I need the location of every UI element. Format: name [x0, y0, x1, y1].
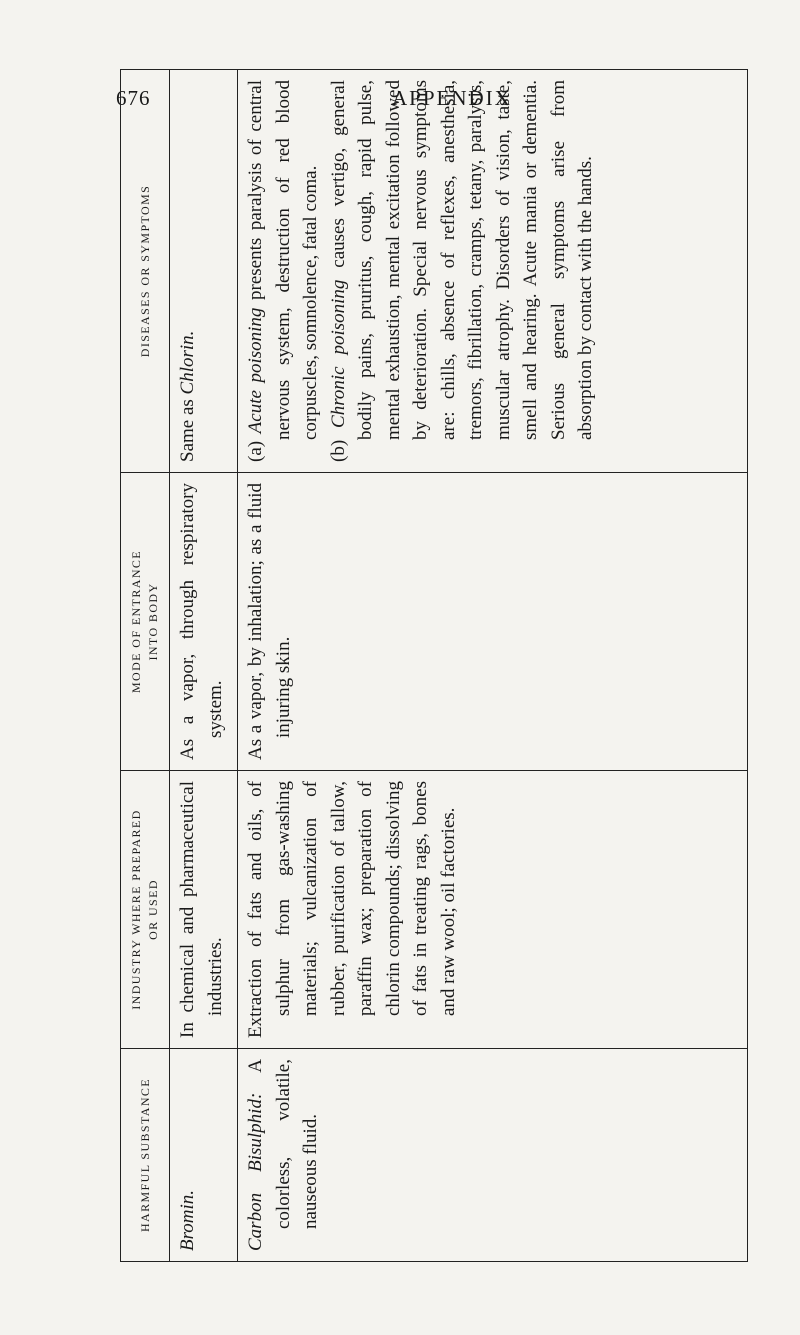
cell-symptoms — [170, 70, 238, 473]
header-industry-line1: INDUSTRY WHERE PREPARED — [129, 809, 143, 1010]
header-symptoms-text: DISEASES OR SYMPTOMS — [137, 184, 152, 358]
header-harmful-substance-text: HARMFUL SUBSTANCE — [137, 1077, 152, 1233]
table-row-bromin — [170, 70, 238, 1262]
cell-entrance — [170, 473, 238, 771]
cell-entrance — [238, 473, 748, 771]
cell-substance — [170, 1049, 238, 1262]
industry-text: Extraction of fats and oils, of sulphur from gas-washing materials; vulcanization of rubber, purification of tallow, paraffin wax; preparation of chlorin compounds; dissolving of fats in treating rags, bones and raw wool; oil factories. — [245, 781, 459, 1038]
cell-symptoms — [238, 70, 748, 473]
header-harmful-substance — [121, 1049, 170, 1262]
running-title: APPENDIX — [392, 86, 512, 110]
table-header-row — [121, 70, 170, 1262]
header-entrance-line1: MODE OF ENTRANCE — [129, 549, 143, 694]
symptoms-acute-label: (a) — [245, 433, 266, 462]
substance-entry — [242, 1059, 325, 1251]
symptoms-chronic-label: (b) — [327, 427, 349, 462]
header-symptoms — [121, 70, 170, 473]
substance-name: Bromin. — [177, 1189, 198, 1251]
header-industry-line2: OR USED — [146, 879, 160, 940]
cell-industry — [170, 771, 238, 1049]
page-number: 676 — [116, 86, 151, 110]
table-row-carbon-bisulphid — [238, 70, 748, 1262]
symptoms-acute-term: Acute poisoning — [245, 307, 266, 434]
symptoms-chronic-text: causes vertigo, general bodily pains, pruritus, cough, rapid pulse, mental exhaustion, mental excitation followed by deterioration. Special nervous symptoms are: chills, absence of reflexes, anesthesia, tremors, fibrillation, cramps, tetany, paralysis, muscular atrophy. Disorders of vision, taste, smell and hearing. Acute mania or dementia. Serious general symptoms arise from absorption by contact with the hands. — [327, 79, 596, 440]
substance-desc: A colorless, volatile, nauseous fluid. — [245, 1059, 321, 1229]
symptoms-acute — [242, 80, 325, 462]
symptoms-reference: Chlorin. — [177, 330, 198, 395]
symptoms-chronic — [325, 80, 600, 462]
header-industry — [121, 771, 170, 1049]
substance-name: Carbon Bisulphid: — [245, 1092, 266, 1251]
cell-substance — [238, 1049, 748, 1262]
harmful-substances-table — [120, 69, 748, 1262]
header-entrance-line2: INTO BODY — [146, 582, 160, 661]
symptoms-prefix: Same as — [177, 394, 198, 462]
entrance-text: As a vapor, by inhalation; as a fluid injuring skin. — [245, 483, 294, 760]
industry-text: In chemical and pharmaceutical industries. — [177, 781, 226, 1038]
symptoms-chronic-term: Chronic poisoning — [327, 279, 349, 428]
cell-industry — [238, 771, 748, 1049]
symptoms-acute-text: presents paralysis of central nervous system, destruction of red blood corpuscles, somnolence, fatal coma. — [245, 79, 321, 440]
entrance-text: As a vapor, through respiratory system. — [177, 483, 226, 760]
header-mode-of-entrance — [121, 473, 170, 771]
